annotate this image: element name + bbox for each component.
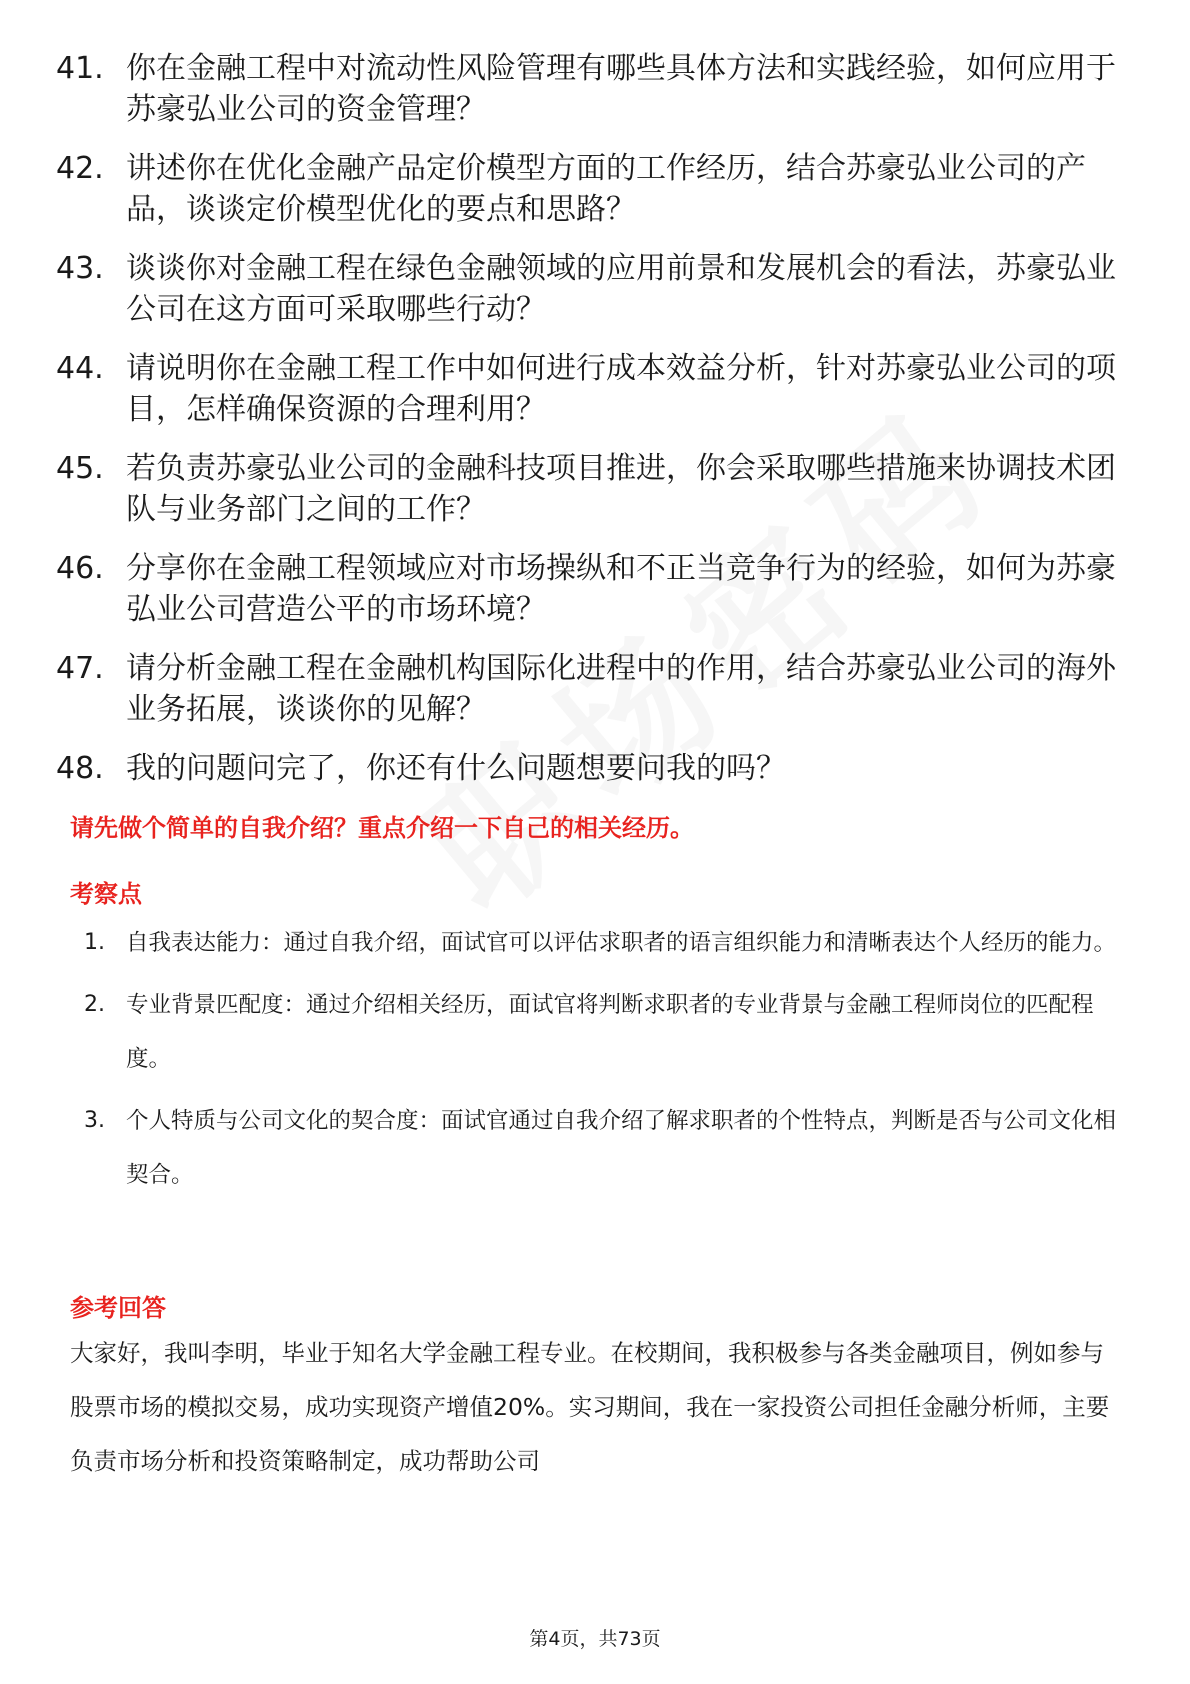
question-number: 46.: [56, 551, 104, 586]
question-number: 45.: [56, 451, 104, 486]
question-text: 若负责苏豪弘业公司的金融科技项目推进，你会采取哪些措施来协调技术团队与业务部门之间的工作？: [126, 451, 1116, 527]
question-item: [56, 48, 1136, 130]
assessment-point: [84, 1094, 1124, 1202]
question-text: 请分析金融工程在金融机构国际化进程中的作用，结合苏豪弘业公司的海外业务拓展，谈谈你的见解？: [126, 651, 1116, 727]
point-text: 专业背景匹配度：通过介绍相关经历，面试官将判断求职者的专业背景与金融工程师岗位的匹配程度。: [126, 992, 1094, 1072]
points-heading: 考察点: [70, 880, 142, 908]
assessment-point: [84, 978, 1124, 1086]
section-title: 请先做个简单的自我介绍？重点介绍一下自己的相关经历。: [70, 814, 694, 842]
question-text: 你在金融工程中对流动性风险管理有哪些具体方法和实践经验，如何应用于苏豪弘业公司的资金管理？: [126, 51, 1116, 127]
question-text: 请说明你在金融工程工作中如何进行成本效益分析，针对苏豪弘业公司的项目，怎样确保资源的合理利用？: [126, 351, 1116, 427]
point-number: 2.: [84, 992, 105, 1017]
answer-heading: 参考回答: [70, 1294, 166, 1322]
question-number: 43.: [56, 251, 104, 286]
question-item: [56, 348, 1136, 430]
question-text: 谈谈你对金融工程在绿色金融领域的应用前景和发展机会的看法，苏豪弘业公司在这方面可采取哪些行动？: [126, 251, 1116, 327]
point-text: 个人特质与公司文化的契合度：面试官通过自我介绍了解求职者的个性特点，判断是否与公司文化相契合。: [126, 1108, 1117, 1188]
question-number: 41.: [56, 51, 104, 86]
point-number: 3.: [84, 1108, 105, 1133]
question-item: [56, 648, 1136, 730]
question-number: 48.: [56, 751, 104, 786]
question-number: 47.: [56, 651, 104, 686]
point-number: 1.: [84, 930, 105, 955]
question-text: 分享你在金融工程领域应对市场操纵和不正当竞争行为的经验，如何为苏豪弘业公司营造公平的市场环境？: [126, 551, 1116, 627]
assessment-points: [84, 916, 1124, 1210]
question-item: [56, 748, 1136, 789]
answer-paragraph: 大家好，我叫李明，毕业于知名大学金融工程专业。在校期间，我积极参与各类金融项目，例如参与股票市场的模拟交易，成功实现资产增值20%。实习期间，我在一家投资公司担任金融分析师，主要负责市场分析和投资策略制定，成功帮助公司: [70, 1339, 1110, 1475]
question-number: 42.: [56, 151, 104, 186]
question-number: 44.: [56, 351, 104, 386]
question-text: 我的问题问完了，你还有什么问题想要问我的吗？: [126, 751, 786, 786]
question-item: [56, 448, 1136, 530]
question-list: [56, 48, 1136, 807]
assessment-point: [84, 916, 1124, 970]
point-text: 自我表达能力：通过自我介绍，面试官可以评估求职者的语言组织能力和清晰表达个人经历的能力。: [126, 930, 1117, 956]
question-text: 讲述你在优化金融产品定价模型方面的工作经历，结合苏豪弘业公司的产品，谈谈定价模型优化的要点和思路？: [126, 151, 1086, 227]
page-footer: 第4页，共73页: [529, 1628, 661, 1650]
question-item: [56, 548, 1136, 630]
question-item: [56, 148, 1136, 230]
question-item: [56, 248, 1136, 330]
